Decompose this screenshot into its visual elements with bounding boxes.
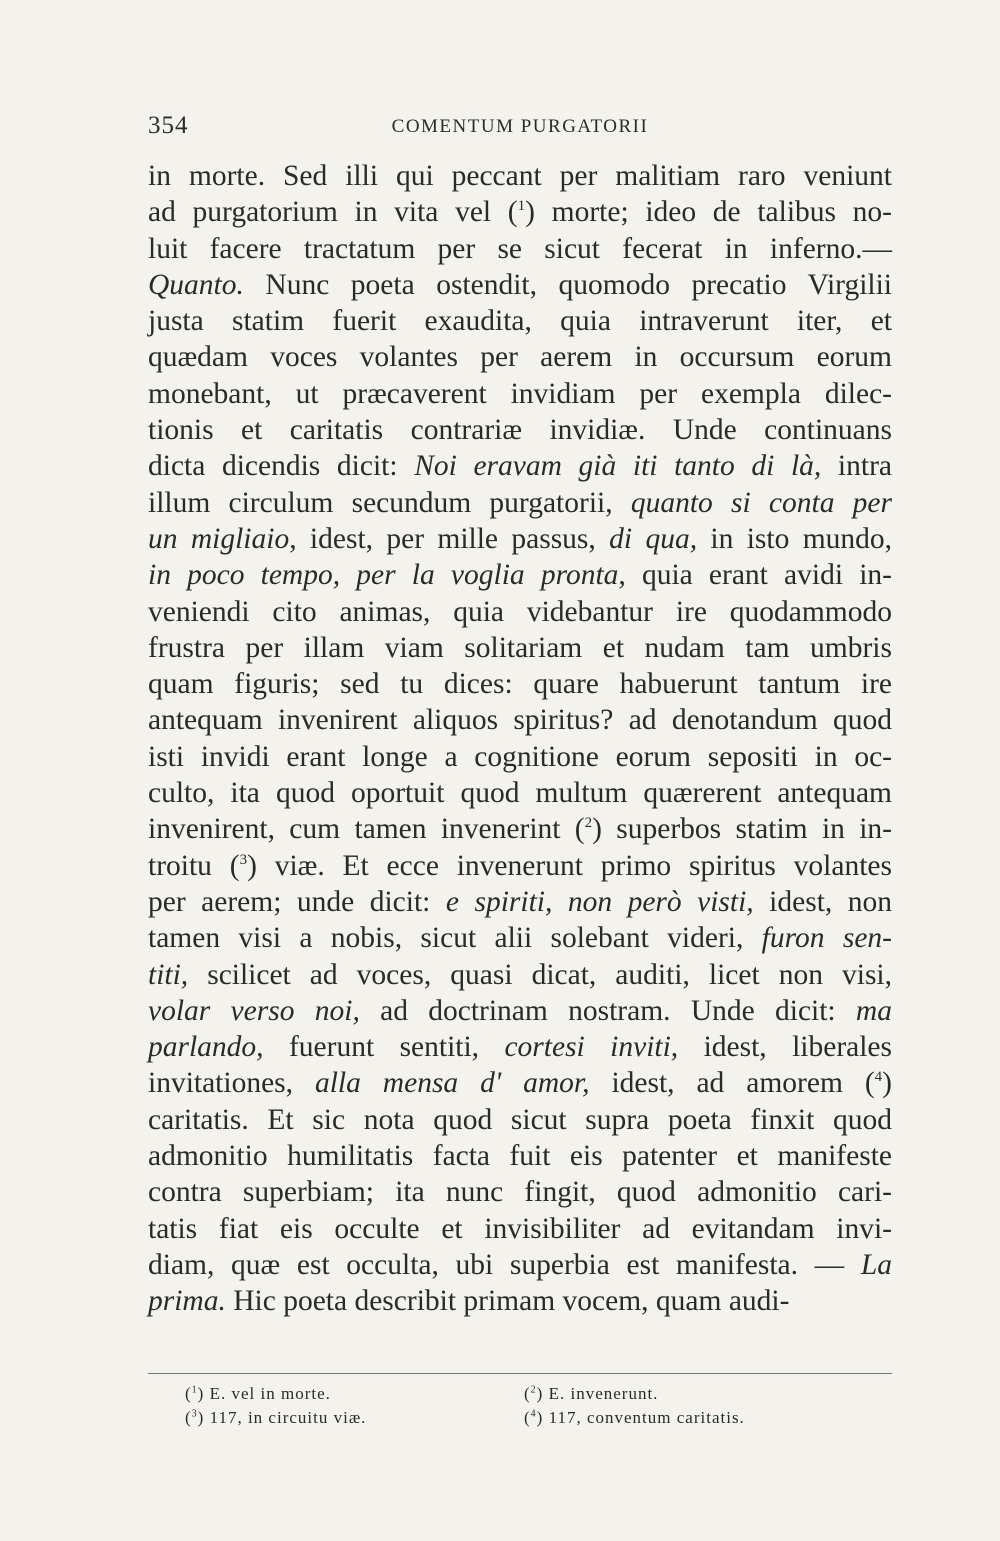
text-segment: luit facere tractatum per se sicut fecerat in inferno.— [148, 232, 892, 265]
text-segment: caritatis. Et sic nota quod sicut supra poeta finxit quod [148, 1103, 892, 1136]
running-title: COMENTUM PURGATORII [391, 116, 649, 137]
text-segment: tatis fiat eis occulte et invisibiliter ad evitandam invi- [148, 1212, 892, 1245]
italic-quotation: La [860, 1248, 892, 1281]
text-segment: intra [821, 450, 892, 483]
text-segment: ad doctrinam nostram. Unde dicit: [359, 994, 856, 1027]
footnote-text: 117, conventum caritatis. [543, 1408, 745, 1427]
text-line [148, 485, 892, 521]
footnote-reference: 2 [584, 815, 593, 832]
footnote-3: ($^3$) 117, in circuitu viæ. [185, 1408, 367, 1427]
text-segment: illum circulum secundum purgatorii, [148, 486, 631, 519]
text-segment: diam, quæ est occulta, ubi superbia est manifesta. — [148, 1248, 861, 1281]
footnote-mark: 1 [191, 1384, 198, 1396]
footnote-reference: 1 [517, 198, 526, 215]
text-line [148, 303, 892, 339]
footnote-reference: 4 [874, 1069, 883, 1086]
footnote-mark: 2 [530, 1384, 537, 1396]
italic-quotation: in poco tempo, per la voglia pronta, [148, 559, 626, 592]
italic-quotation: un migliaio, [148, 522, 297, 555]
footnote-2: ($^2$) E. invenerunt. [524, 1384, 659, 1403]
text-segment: contra superbiam; ita nunc fingit, quod admonitio cari- [148, 1176, 892, 1209]
italic-quotation: Noi eravam già iti tanto di là, [414, 450, 822, 483]
page-header [148, 112, 892, 148]
text-segment: veniendi cito animas, quia videbantur ire quodammodo [148, 595, 892, 628]
text-segment: in isto mundo, [697, 522, 893, 555]
text-line [148, 1174, 892, 1210]
text-segment: dicta dicendis dicit: [148, 450, 415, 483]
text-segment: ) [882, 1067, 892, 1100]
text-line [148, 594, 892, 630]
text-line [148, 630, 892, 666]
footnote-text: E. invenerunt. [543, 1384, 659, 1403]
text-segment: quam figuris; sed tu dices: quare habuerunt tantum ire [148, 668, 892, 701]
text-segment: quia erant avidi in- [625, 559, 892, 592]
text-line [148, 920, 892, 956]
italic-quotation: cortesi inviti, [504, 1031, 679, 1064]
text-line [148, 339, 892, 375]
footnote-mark: 4 [530, 1408, 537, 1420]
footnote-text: E. vel in morte. [204, 1384, 331, 1403]
text-line [148, 1138, 892, 1174]
text-line [148, 376, 892, 412]
text-line [148, 811, 892, 847]
text-line [148, 1211, 892, 1247]
text-line [148, 158, 892, 194]
italic-quotation: alla mensa d' amor, [314, 1067, 590, 1100]
italic-quotation: titi, [148, 958, 189, 991]
text-line [148, 557, 892, 593]
text-segment: idest, per mille passus, [296, 522, 610, 555]
text-line [148, 231, 892, 267]
text-line [148, 1029, 892, 1065]
text-line [148, 412, 892, 448]
text-line [148, 666, 892, 702]
text-line [148, 884, 892, 920]
text-segment: isti invidi erant longe a cognitione eorum sepositi in oc- [148, 740, 892, 773]
text-segment: frustra per illam viam solitariam et nudam tam umbris [148, 631, 892, 664]
text-line [148, 1102, 892, 1138]
text-line [148, 267, 892, 303]
text-line [148, 1247, 892, 1283]
text-segment: idest, ad amorem ( [589, 1067, 875, 1100]
text-segment: admonitio humilitatis facta fuit eis patenter et manifeste [148, 1140, 892, 1173]
text-line [148, 702, 892, 738]
text-line [148, 739, 892, 775]
text-segment: antequam invenirent aliquos spiritus? ad denotandum quod [148, 704, 892, 737]
footnote-reference: 3 [239, 851, 248, 868]
italic-quotation: Quanto. [148, 268, 244, 301]
italic-quotation: prima. [148, 1285, 226, 1318]
text-segment: tionis et caritatis contrariæ invidiæ. Unde continuans [148, 414, 892, 447]
footnote-divider [148, 1373, 892, 1374]
footnote-1: ($^1$) E. vel in morte. [185, 1384, 331, 1403]
footnote-4: ($^4$) 117, conventum caritatis. [524, 1408, 745, 1427]
page-number: 354 [148, 112, 189, 139]
text-segment: ) superbos statim in in- [592, 813, 893, 846]
text-segment: ) morte; ideo de talibus no- [525, 196, 893, 229]
text-segment: in morte. Sed illi qui peccant per malitiam raro veniunt [148, 160, 892, 192]
text-line [148, 1065, 892, 1101]
footnote-text: 117, in circuitu viæ. [204, 1408, 367, 1427]
text-line [148, 957, 892, 993]
text-line [148, 775, 892, 811]
text-segment: idest, non [753, 885, 893, 918]
text-segment: invitationes, [148, 1067, 315, 1100]
text-segment: per aerem; unde dicit: [148, 885, 446, 918]
text-segment: ad purgatorium in vita vel ( [148, 196, 518, 229]
text-segment: culto, ita quod oportuit quod multum quærerent antequam [148, 777, 892, 810]
body-text [148, 158, 892, 1320]
italic-quotation: e spiriti, non però visti, [445, 885, 754, 918]
text-line [148, 1283, 892, 1319]
text-segment: fuerunt sentiti, [263, 1031, 505, 1064]
text-segment: monebant, ut præcaverent invidiam per exempla dilec- [148, 377, 892, 410]
text-line [148, 194, 892, 230]
text-segment: Hic poeta describit primam vocem, quam audi- [225, 1285, 790, 1318]
text-segment: idest, liberales [678, 1031, 893, 1064]
text-segment: Nunc poeta ostendit, quomodo precatio Virgilii [243, 268, 892, 301]
text-segment: ) viæ. Et ecce invenerunt primo spiritus volantes [247, 849, 892, 882]
text-segment: justa statim fuerit exaudita, quia intraverunt iter, et [148, 305, 892, 338]
italic-quotation: di qua, [609, 522, 698, 555]
text-line [148, 521, 892, 557]
text-segment: troitu ( [148, 849, 240, 882]
text-line [148, 848, 892, 884]
text-line [148, 448, 892, 484]
text-segment: quædam voces volantes per aerem in occursum eorum [148, 341, 892, 374]
text-line [148, 993, 892, 1029]
italic-quotation: quanto si conta per [630, 486, 892, 519]
text-segment: scilicet ad voces, quasi dicat, auditi, licet non visi, [188, 958, 892, 991]
text-segment: invenirent, cum tamen invenerint ( [148, 813, 585, 846]
italic-quotation: parlando, [148, 1031, 264, 1064]
italic-quotation: volar verso noi, [148, 994, 360, 1027]
italic-quotation: ma [855, 994, 892, 1027]
footnote-mark: 3 [191, 1408, 198, 1420]
italic-quotation: furon sen- [761, 922, 892, 955]
text-segment: tamen visi a nobis, sicut alii solebant videri, [148, 922, 762, 955]
